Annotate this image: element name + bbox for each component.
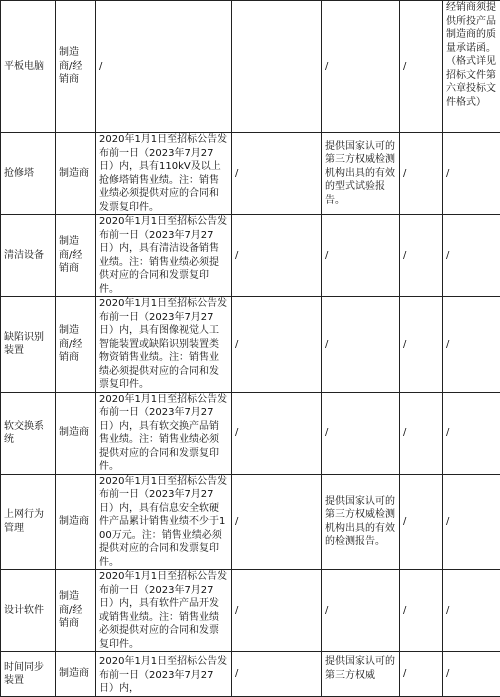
test-report-cell: 提供国家认可的第三方权威检测机构出具的有效的检测报告。 — [322, 474, 400, 570]
sales-performance-cell: 2020年1月1日至招标公告发布前一日（2023年7月27日）内，具有清洁设备销售业绩。注：销售业绩必须提供对应的合同和发票复印件。 — [96, 215, 232, 297]
bidder-type-cell: 制造商/经销商 — [56, 297, 96, 393]
column-6-cell: / — [400, 392, 443, 474]
bidder-type-cell: 制造商 — [56, 392, 96, 474]
test-report-cell: / — [322, 215, 400, 297]
other-requirement-cell: / — [443, 133, 500, 215]
column-4-cell: / — [232, 392, 322, 474]
table-row — [1, 1, 500, 133]
test-report-cell: / — [322, 1, 400, 133]
sales-performance-cell: 2020年1月1日至招标公告发布前一日（2023年7月27日）内，具有软件产品开发或销售业绩。注：销售业绩必须提供对应的合同和发票复印件。 — [96, 570, 232, 652]
column-6-cell: / — [400, 1, 443, 133]
product-name-cell: 软交换系统 — [1, 392, 56, 474]
table-row — [1, 652, 500, 697]
other-requirement-cell: / — [443, 297, 500, 393]
column-4-cell: / — [232, 474, 322, 570]
test-report-cell: 提供国家认可的第三方权威 — [322, 652, 400, 697]
test-report-cell: / — [322, 297, 400, 393]
product-name-cell: 设计软件 — [1, 570, 56, 652]
test-report-cell: 提供国家认可的第三方权威检测机构出具的有效的型式试验报告。 — [322, 133, 400, 215]
sales-performance-cell: / — [96, 1, 232, 133]
other-requirement-cell: / — [443, 652, 500, 697]
column-4-cell: / — [232, 215, 322, 297]
sales-performance-cell: 2020年1月1日至招标公告发布前一日（2023年7月27日）内， — [96, 652, 232, 697]
column-4-cell: / — [232, 133, 322, 215]
column-4-cell: / — [232, 570, 322, 652]
bidder-type-cell: 制造商 — [56, 474, 96, 570]
other-requirement-cell: / — [443, 474, 500, 570]
sales-performance-cell: 2020年1月1日至招标公告发布前一日（2023年7月27日）内，具有软交换产品销售业绩。注：销售业绩必须提供对应的合同和发票复印件。 — [96, 392, 232, 474]
table-row — [1, 297, 500, 393]
test-report-cell: / — [322, 392, 400, 474]
column-6-cell: / — [400, 652, 443, 697]
bidder-type-cell: 制造商 — [56, 652, 96, 697]
column-6-cell: / — [400, 215, 443, 297]
column-4-cell: / — [232, 297, 322, 393]
table-row — [1, 215, 500, 297]
product-name-cell: 上网行为管理 — [1, 474, 56, 570]
column-6-cell: / — [400, 570, 443, 652]
test-report-cell: / — [322, 570, 400, 652]
column-6-cell: / — [400, 474, 443, 570]
sales-performance-cell: 2020年1月1日至招标公告发布前一日（2023年7月27日）内，具有信息安全软硬件产品累计销售业绩不少于100万元。注：销售业绩必须提供对应的合同和发票复印件。 — [96, 474, 232, 570]
other-requirement-cell: 经销商须提供所投产品制造商的质量承诺函。（格式详见招标文件第六章投标文件格式） — [443, 1, 500, 133]
column-4-cell — [232, 1, 322, 133]
table-row — [1, 392, 500, 474]
table-row — [1, 133, 500, 215]
column-6-cell: / — [400, 297, 443, 393]
bidder-type-cell: 制造商 — [56, 133, 96, 215]
bidder-type-cell: 制造商/经销商 — [56, 215, 96, 297]
table-row — [1, 570, 500, 652]
column-6-cell: / — [400, 133, 443, 215]
product-name-cell: 缺陷识别装置 — [1, 297, 56, 393]
bidder-type-cell: 制造商/经销商 — [56, 1, 96, 133]
product-name-cell: 平板电脑 — [1, 1, 56, 133]
other-requirement-cell: / — [443, 392, 500, 474]
product-name-cell: 时间同步装置 — [1, 652, 56, 697]
table-row — [1, 474, 500, 570]
product-name-cell: 抢修塔 — [1, 133, 56, 215]
product-name-cell: 清洁设备 — [1, 215, 56, 297]
other-requirement-cell: / — [443, 215, 500, 297]
other-requirement-cell: / — [443, 570, 500, 652]
bidder-type-cell: 制造商/经销商 — [56, 570, 96, 652]
sales-performance-cell: 2020年1月1日至招标公告发布前一日（2023年7月27日）内，具有110kV及以上抢修塔销售业绩。注：销售业绩必须提供对应的合同和发票复印件。 — [96, 133, 232, 215]
column-4-cell: / — [232, 652, 322, 697]
sales-performance-cell: 2020年1月1日至招标公告发布前一日（2023年7月27日）内，具有图像视觉人工智能装置或缺陷识别装置类物资销售业绩。注：销售业绩必须提供对应的合同和发票复印件。 — [96, 297, 232, 393]
